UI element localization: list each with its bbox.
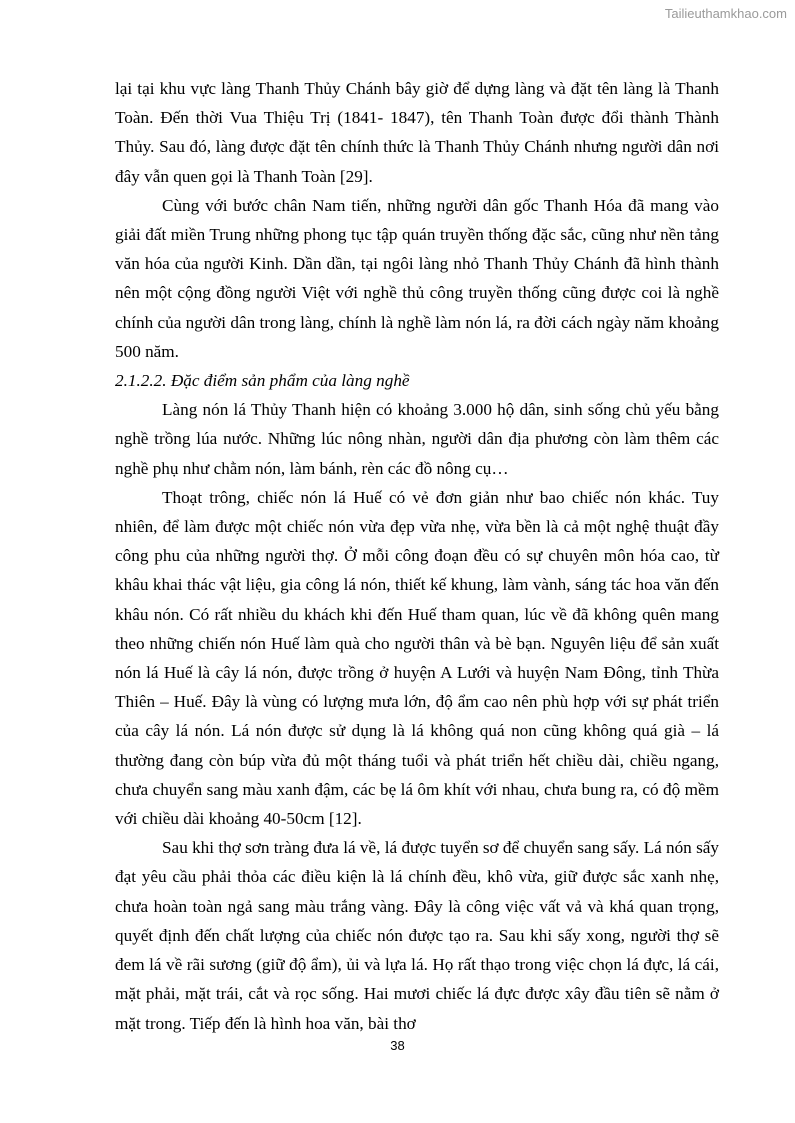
paragraph: Sau khi thợ sơn tràng đưa lá về, lá được tuyển sơ để chuyển sang sấy. Lá nón sấy đạt yêu cầu phải thỏa các điều kiện là lá chính đều, khô vừa, giữ được sắc xanh nhẹ, chưa hoàn toàn ngả sang màu trắng vàng. Đây là công việc vất vả và khá quan trọng, quyết định đến chất lượng của chiếc nón được tạo ra. Sau khi sấy xong, người thợ sẽ đem lá về rãi sương (giữ độ ẩm), ủi và lựa lá. Họ rất thạo trong việc chọn lá đực, lá cái, mặt phải, mặt trái, cắt và rọc sống. Hai mươi chiếc lá đực được xây đầu tiên sẽ nằm ở mặt trong. Tiếp đến là hình hoa văn, bài thơ [115,838,719,1033]
paragraph: Cùng với bước chân Nam tiến, những người dân gốc Thanh Hóa đã mang vào giải đất miền Trung những phong tục tập quán truyền thống đặc sắc, cũng như nền tảng văn hóa của người Kinh. Dần dần, tại ngôi làng nhỏ Thanh Thủy Chánh đã hình thành nên một cộng đồng người Việt với nghề thủ công truyền thống cũng được coi là nghề chính của người dân trong làng, chính là nghề làm nón lá, ra đời cách ngày năm khoảng 500 năm. [115,195,719,361]
watermark: Tailieuthamkhao.com [664,6,787,21]
paragraph: Thoạt trông, chiếc nón lá Huế có vẻ đơn giản như bao chiếc nón khác. Tuy nhiên, để làm được một chiếc nón vừa đẹp vừa nhẹ, vừa bền là cả một nghệ thuật đầy công phu của những người thợ. Ở mỗi công đoạn đều có sự chuyên môn hóa cao, từ khâu khai thác vật liệu, gia công lá nón, thiết kế khung, làm vành, sáng tác hoa văn đến khâu nón. Có rất nhiều du khách khi đến Huế tham quan, lúc về đã không quên mang theo những chiến nón Huế làm quà cho người thân và bè bạn. Nguyên liệu để sản xuất nón lá Huế là cây lá nón, được trồng ở huyện A Lưới và huyện Nam Đông, tỉnh Thừa Thiên – Huế. Đây là vùng có lượng mưa lớn, độ ẩm cao nên phù hợp với sự phát triển của cây lá nón. Lá nón được sử dụng là lá không quá non cũng không quá già – lá thường đang còn búp vừa đủ một tháng tuổi và phát triển hết chiều dài, chiều ngang, chưa chuyển sang màu xanh đậm, các bẹ lá ôm khít với nhau, chưa bung ra, có độ mềm với chiều dài khoảng 40-50cm [12]. [115,487,719,829]
paragraph: Làng nón lá Thủy Thanh hiện có khoảng 3.000 hộ dân, sinh sống chủ yếu bằng nghề trồng lúa nước. Những lúc nông nhàn, người dân địa phương còn làm thêm các nghề phụ như chằm nón, làm bánh, rèn các đồ nông cụ… [115,400,719,478]
section-heading: 2.1.2.2. Đặc điểm sản phẩm của làng nghề [115,371,410,391]
document-body [115,74,719,1038]
paragraph-continuation: lại tại khu vực làng Thanh Thủy Chánh bây giờ để dựng làng và đặt tên làng là Thanh Toàn. Đến thời Vua Thiệu Trị (1841- 1847), tên Thanh Toàn được đổi thành Thành Thủy. Sau đó, làng được đặt tên chính thức là Thanh Thủy Chánh nhưng người dân nơi đây vẫn quen gọi là Thanh Toàn [29]. [115,79,719,186]
page-number: 38 [390,1038,405,1053]
